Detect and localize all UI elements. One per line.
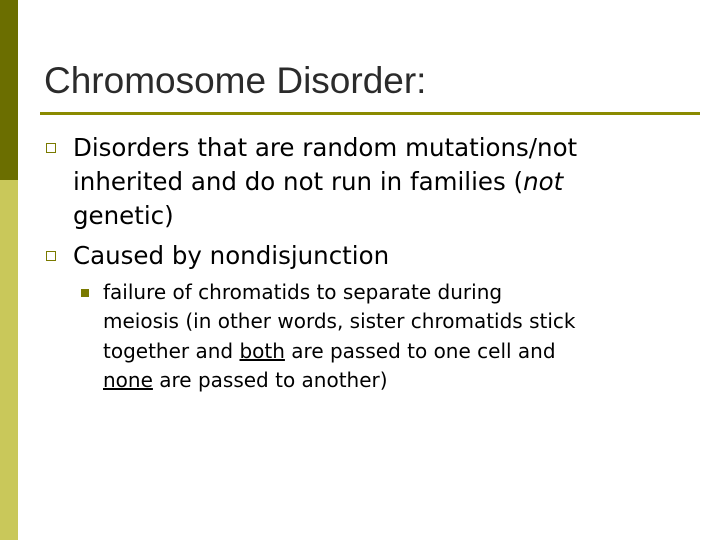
sidebar-light-band <box>0 180 18 540</box>
sub-bullet-line-3-a: together and <box>103 339 240 363</box>
title-underline-rule <box>40 112 700 115</box>
square-bullet-icon <box>46 251 56 261</box>
underlined-word-none: none <box>103 368 153 392</box>
bullet-1-line-1: Disorders that are random mutations/not <box>73 133 578 162</box>
filled-square-bullet-icon <box>81 289 89 297</box>
bullet-1-line-2-text: inherited and do not run in families ( <box>73 167 524 196</box>
underlined-word-both: both <box>239 339 285 363</box>
sub-bullet-line-2: meiosis (in other words, sister chromatids stick <box>103 309 576 333</box>
bullet-1-italic-word: not <box>523 167 564 196</box>
square-bullet-icon <box>46 143 56 153</box>
sub-bullet-line-1: failure of chromatids to separate during <box>103 280 503 304</box>
sidebar-dark-band <box>0 0 18 180</box>
bullet-2-text: Caused by nondisjunction <box>73 241 390 270</box>
bullet-1-line-3: genetic) <box>73 201 174 230</box>
sub-bullet-line-4 <box>103 366 703 396</box>
slide-title: Chromosome Disorder: <box>44 60 427 101</box>
sub-bullet-line-3-b: are passed to one cell and <box>284 339 556 363</box>
sub-bullet-line-4-text: are passed to another) <box>152 368 388 392</box>
sub-bullet-line-3 <box>103 337 703 367</box>
bullet-1-line-2 <box>73 165 673 199</box>
